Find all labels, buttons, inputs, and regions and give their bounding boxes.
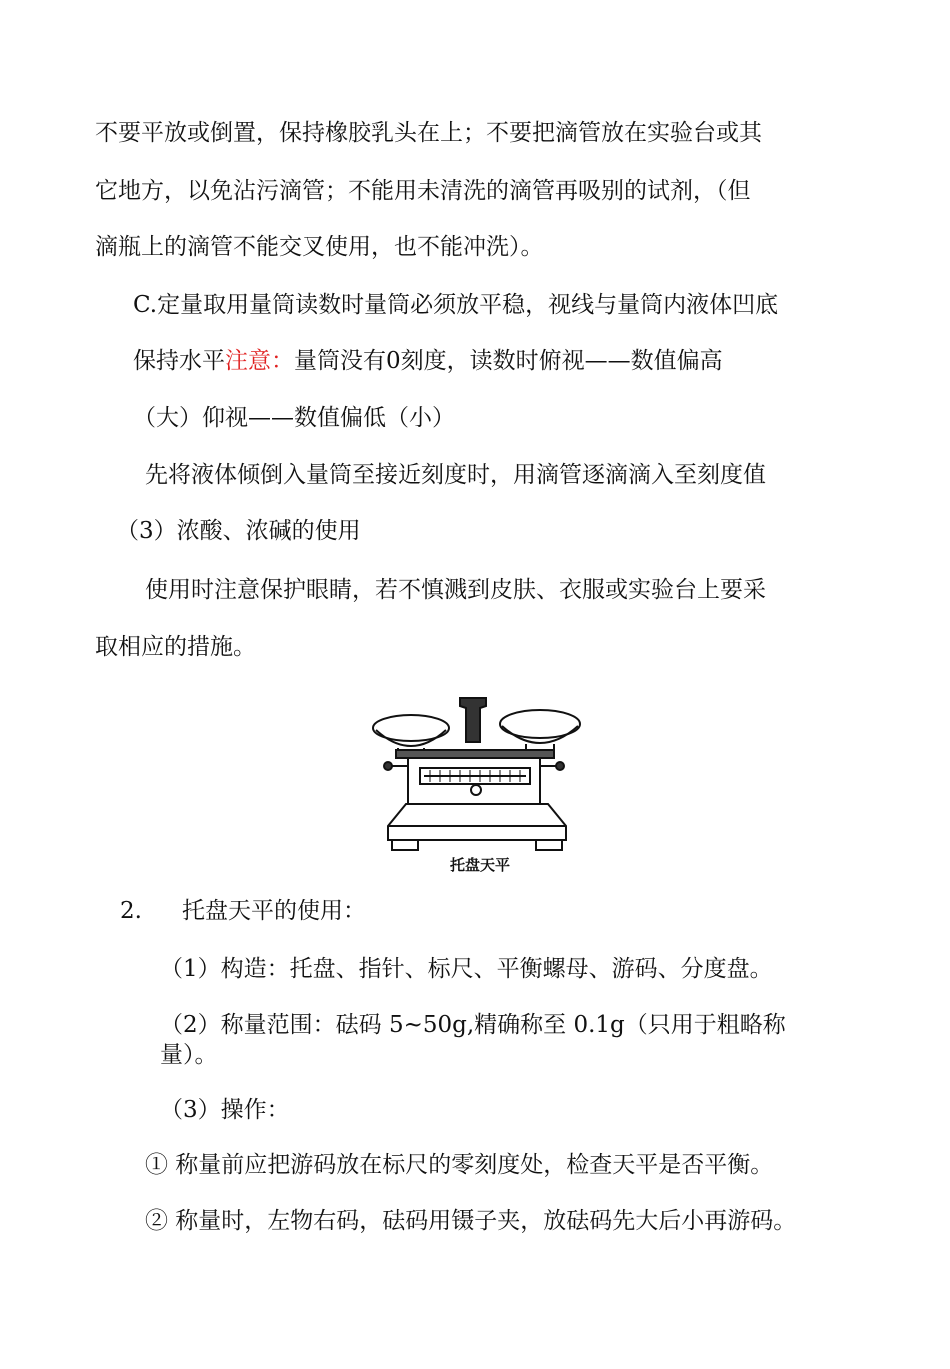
paragraph-line: 不要平放或倒置，保持橡胶乳头在上；不要把滴管放在实验台或其: [95, 120, 762, 146]
paragraph-line: 使用时注意保护眼睛，若不慎溅到皮肤、衣服或实验台上要采: [145, 577, 766, 603]
list-item: 量）。: [160, 1042, 218, 1068]
balance-scale-icon: [368, 690, 588, 880]
paragraph-line: 取相应的措施。: [95, 634, 256, 660]
text-span: 量筒没有0刻度，读数时俯视——数值偏高: [294, 348, 723, 374]
paragraph-line: C.定量取用量筒读数时量筒必须放平稳，视线与量筒内液体凹底: [133, 292, 779, 318]
list-item: （2）称量范围：砝码 5~50g,精确称至 0.1g（只用于粗略称: [160, 1012, 786, 1038]
figure-caption: 托盘天平: [449, 856, 510, 874]
section-title: 托盘天平的使用：: [182, 898, 366, 924]
paragraph-line: 先将液体倾倒入量筒至接近刻度时，用滴管逐滴滴入至刻度值: [145, 462, 766, 488]
list-item: （1）构造：托盘、指针、标尺、平衡螺母、游码、分度盘。: [160, 956, 773, 982]
note-label: 注意：: [225, 348, 294, 374]
list-item: ② 称量时，左物右码，砝码用镊子夹，放砝码先大后小再游码。: [145, 1208, 797, 1234]
list-item: ① 称量前应把游码放在标尺的零刻度处，检查天平是否平衡。: [145, 1152, 774, 1178]
section-number: 2.: [120, 898, 142, 924]
section-heading: （3）浓酸、浓碱的使用: [116, 518, 361, 544]
paragraph-line: 它地方，以免沾污滴管；不能用未清洗的滴管再吸别的试剂，（但: [95, 178, 751, 204]
paragraph-line: [133, 346, 723, 376]
text-span: 保持水平: [133, 348, 225, 374]
paragraph-line: （大）仰视——数值偏低（小）: [133, 405, 455, 431]
paragraph-line: 滴瓶上的滴管不能交叉使用，也不能冲洗）。: [95, 234, 544, 260]
list-item: （3）操作：: [160, 1097, 290, 1123]
